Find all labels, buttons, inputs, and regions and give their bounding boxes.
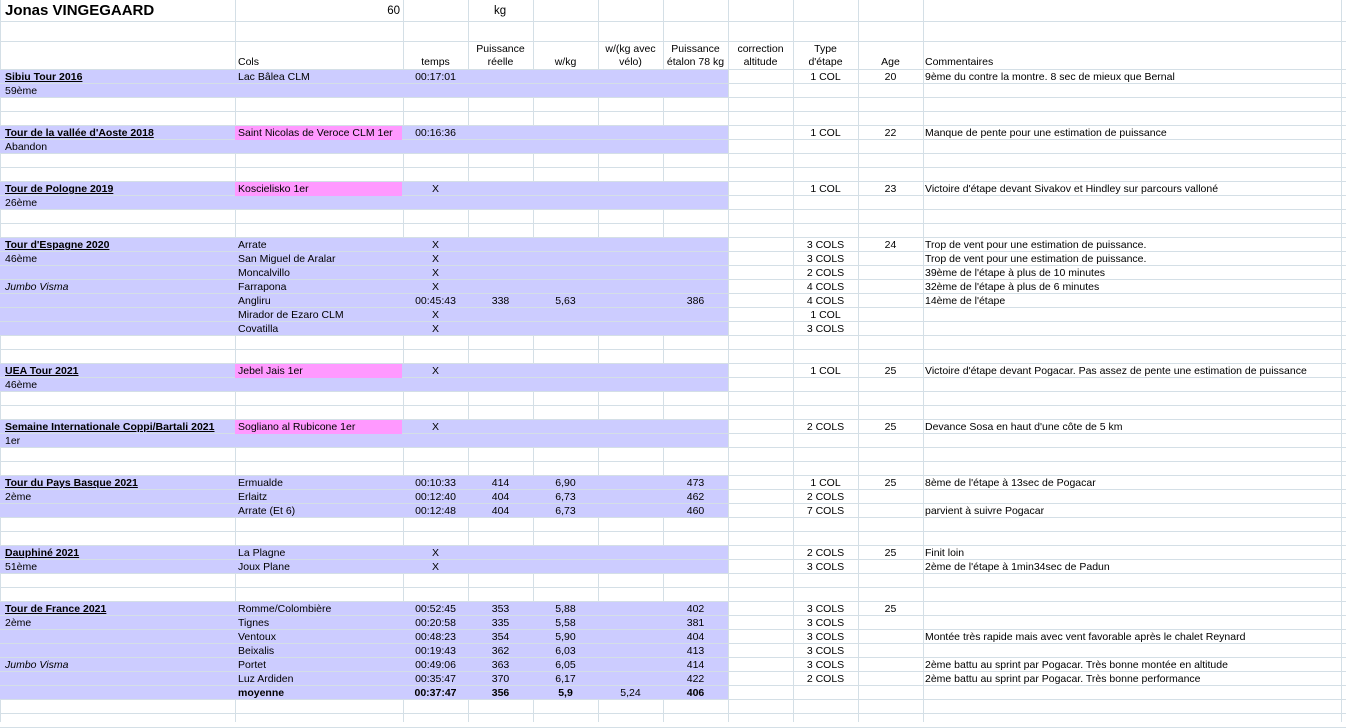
cell-type: 4 COLS xyxy=(806,281,845,293)
cell-type: 2 COLS xyxy=(806,547,845,559)
cell-wkg xyxy=(533,126,598,140)
table-row xyxy=(0,630,1346,644)
cell-comment: Trop de vent pour une estimation de puissance. xyxy=(925,239,1147,251)
empty-row xyxy=(0,98,1346,112)
cell-type: 4 COLS xyxy=(806,295,845,307)
cell-wkg xyxy=(533,322,598,336)
table-row xyxy=(0,672,1346,686)
title-row xyxy=(0,0,1346,22)
cell-wkg xyxy=(533,266,598,280)
race-name: Sibiu Tour 2016 xyxy=(5,71,83,83)
cell-wkgv xyxy=(598,252,663,266)
cell-pr xyxy=(468,308,533,322)
table-row xyxy=(0,238,1346,252)
cell-pe xyxy=(663,70,728,84)
cell-pe: 402 xyxy=(686,603,705,615)
cell-pe xyxy=(663,252,728,266)
cell-pr xyxy=(468,182,533,196)
empty-row xyxy=(0,574,1346,588)
cell-age: 23 xyxy=(884,183,897,195)
cell-type: 3 COLS xyxy=(806,253,845,265)
cell-wkg: 6,73 xyxy=(555,505,576,517)
stage-col: Romme/Colombière xyxy=(238,603,332,615)
cell-pe: 386 xyxy=(686,295,705,307)
race-name: Tour d'Espagne 2020 xyxy=(5,239,110,251)
race-block xyxy=(0,364,1346,392)
cell-wkgv xyxy=(598,476,663,490)
cell-temps: 00:20:58 xyxy=(415,617,456,629)
cell-wkg xyxy=(533,280,598,294)
table-row xyxy=(0,84,1346,98)
cell-comment xyxy=(925,322,1345,336)
table-row xyxy=(0,364,1346,378)
cell-pe: 414 xyxy=(686,659,705,671)
cell-pr: 335 xyxy=(491,617,510,629)
empty-row xyxy=(0,392,1346,406)
cell-type: 1 COL xyxy=(810,183,841,195)
table-row xyxy=(0,294,1346,308)
cell-wkgv: 5,24 xyxy=(620,687,641,699)
cell-pr xyxy=(468,252,533,266)
header-cols: Cols xyxy=(238,56,260,68)
cell-wkg xyxy=(533,182,598,196)
cell-pr xyxy=(468,322,533,336)
race-result: Abandon xyxy=(5,141,48,153)
cell-pr: 362 xyxy=(491,645,510,657)
empty-row xyxy=(0,224,1346,238)
stage-col: Jebel Jais 1er xyxy=(238,365,303,377)
cell-type xyxy=(793,686,858,700)
empty-row xyxy=(0,700,1346,714)
table-row xyxy=(0,560,1346,574)
cell-temps: X xyxy=(431,253,439,265)
cell-wkgv xyxy=(598,322,663,336)
race-result: 2ème xyxy=(5,617,32,629)
cell-temps: X xyxy=(431,183,439,195)
stage-col: Beixalis xyxy=(238,645,275,657)
stage-col: Ermualde xyxy=(238,477,283,489)
cell-pr: 354 xyxy=(491,631,510,643)
stage-col: Erlaitz xyxy=(238,491,268,503)
race-block xyxy=(0,476,1346,518)
weight-unit: kg xyxy=(494,5,507,17)
cell-pe xyxy=(663,546,728,560)
empty-row xyxy=(0,448,1346,462)
table-row xyxy=(0,476,1346,490)
cell-type: 1 COL xyxy=(810,71,841,83)
cell-pr xyxy=(468,364,533,378)
cell-comment: Victoire d'étape devant Sivakov et Hindley sur parcours valloné xyxy=(925,183,1219,195)
cell-wkg xyxy=(533,70,598,84)
cell-pe xyxy=(663,322,728,336)
stage-col: Koscielisko 1er xyxy=(238,183,309,195)
cell-temps: 00:10:33 xyxy=(415,477,456,489)
rider-name: Jonas VINGEGAARD xyxy=(5,2,155,19)
cell-comment: parvient à suivre Pogacar xyxy=(925,505,1045,517)
cell-wkgv xyxy=(598,546,663,560)
cell-pe: 462 xyxy=(686,491,705,503)
cell-wkg: 5,63 xyxy=(555,295,576,307)
cell-wkg: 5,90 xyxy=(555,631,576,643)
cell-pe xyxy=(663,560,728,574)
cell-pr: 356 xyxy=(491,687,510,699)
table-row xyxy=(0,490,1346,504)
cell-type: 1 COL xyxy=(810,365,841,377)
cell-wkg: 6,05 xyxy=(555,659,576,671)
cell-age: 25 xyxy=(884,421,897,433)
cell-comment: 39ème de l'étape à plus de 10 minutes xyxy=(925,267,1106,279)
cell-type: 3 COLS xyxy=(806,603,845,615)
cell-pr: 353 xyxy=(491,603,510,615)
table-row xyxy=(0,434,1346,448)
header-wkg-velo: w/(kg avec vélo) xyxy=(605,43,656,68)
cell-wkgv xyxy=(598,672,663,686)
table-row xyxy=(0,196,1346,210)
race-name: Dauphiné 2021 xyxy=(5,547,80,559)
table-row xyxy=(0,252,1346,266)
cell-wkg xyxy=(533,420,598,434)
cell-age: 25 xyxy=(884,603,897,615)
cell-pr xyxy=(468,560,533,574)
cell-comment: 9ème du contre la montre. 8 sec de mieux que Bernal xyxy=(925,71,1175,83)
cell-wkg xyxy=(533,238,598,252)
table-row xyxy=(0,70,1346,84)
race-block xyxy=(0,182,1346,210)
cell-pr: 363 xyxy=(491,659,510,671)
cell-pe: 404 xyxy=(686,631,705,643)
cell-wkgv xyxy=(598,308,663,322)
cell-comment xyxy=(925,644,1345,658)
cell-temps: X xyxy=(431,309,439,321)
cell-comment: 8ème de l'étape à 13sec de Pogacar xyxy=(925,477,1096,489)
cell-type: 3 COLS xyxy=(806,617,845,629)
cell-pe: 460 xyxy=(686,505,705,517)
cell-pr xyxy=(468,420,533,434)
race-block xyxy=(0,70,1346,98)
cell-wkgv xyxy=(598,280,663,294)
cell-pr: 370 xyxy=(491,673,510,685)
cell-pe xyxy=(663,420,728,434)
cell-temps: 00:49:06 xyxy=(415,659,456,671)
cell-temps: X xyxy=(431,421,439,433)
empty-row xyxy=(0,588,1346,602)
cell-comment: Devance Sosa en haut d'une côte de 5 km xyxy=(925,421,1123,433)
cell-type: 1 COL xyxy=(810,127,841,139)
cell-pe: 473 xyxy=(686,477,705,489)
table-row xyxy=(0,504,1346,518)
race-name: UEA Tour 2021 xyxy=(5,365,79,377)
empty-row xyxy=(0,406,1346,420)
cell-pr: 404 xyxy=(491,505,510,517)
empty-row xyxy=(0,22,1346,42)
weight-value: 60 xyxy=(387,5,400,17)
cell-wkgv xyxy=(598,644,663,658)
header-type-etape: Type d'étape xyxy=(808,43,843,68)
table-row xyxy=(0,182,1346,196)
cell-pr xyxy=(468,70,533,84)
cell-pe: 406 xyxy=(686,687,705,699)
cell-pr: 414 xyxy=(491,477,510,489)
table-row xyxy=(0,616,1346,630)
header-wkg: w/kg xyxy=(554,56,577,68)
cell-type: 3 COLS xyxy=(806,561,845,573)
cell-temps: X xyxy=(431,547,439,559)
cell-wkgv xyxy=(598,616,663,630)
cell-temps: 00:52:45 xyxy=(415,603,456,615)
stage-col: Lac Bâlea CLM xyxy=(238,71,310,83)
cell-wkgv xyxy=(598,560,663,574)
table-row xyxy=(0,126,1346,140)
cell-type: 1 COL xyxy=(810,477,841,489)
cell-wkg xyxy=(533,308,598,322)
stage-col: Tignes xyxy=(238,617,270,629)
cell-pe xyxy=(663,364,728,378)
cell-wkg xyxy=(533,560,598,574)
cell-type: 2 COLS xyxy=(806,267,845,279)
cell-wkgv xyxy=(598,490,663,504)
empty-row xyxy=(0,112,1346,126)
cell-type: 3 COLS xyxy=(806,645,845,657)
stage-col: Portet xyxy=(238,659,267,671)
table-row xyxy=(0,280,1346,294)
table-row xyxy=(0,644,1346,658)
cell-type: 2 COLS xyxy=(806,673,845,685)
cell-wkgv xyxy=(598,420,663,434)
stage-col: Farrapona xyxy=(238,281,287,293)
cell-comment: Manque de pente pour une estimation de puissance xyxy=(925,127,1167,139)
cell-pr: 338 xyxy=(491,295,510,307)
race-block xyxy=(0,420,1346,448)
cell-comment xyxy=(925,616,1345,630)
cell-wkgv xyxy=(598,182,663,196)
cell-comment: Montée très rapide mais avec vent favorable après le chalet Reynard xyxy=(925,631,1246,643)
race-name: Tour de Pologne 2019 xyxy=(5,183,114,195)
cell-wkgv xyxy=(598,658,663,672)
race-result: 59ème xyxy=(5,85,38,97)
cell-wkg: 6,90 xyxy=(555,477,576,489)
table-row xyxy=(0,658,1346,672)
cell-comment: 2ème battu au sprint par Pogacar. Très bonne performance xyxy=(925,673,1201,685)
stage-col: La Plagne xyxy=(238,547,286,559)
cell-comment xyxy=(925,490,1345,504)
cell-temps: 00:17:01 xyxy=(415,71,456,83)
cell-temps: 00:16:36 xyxy=(415,127,456,139)
cell-comment: 14ème de l'étape xyxy=(925,295,1006,307)
cell-comment xyxy=(925,308,1345,322)
race-name: Tour du Pays Basque 2021 xyxy=(5,477,138,489)
stage-col: Angliru xyxy=(238,295,271,307)
race-block xyxy=(0,238,1346,336)
cell-wkg xyxy=(533,546,598,560)
cell-pr: 404 xyxy=(491,491,510,503)
empty-row xyxy=(0,518,1346,532)
cell-wkgv xyxy=(598,630,663,644)
header-commentaires: Commentaires xyxy=(925,56,994,68)
header-temps: temps xyxy=(421,56,450,68)
stage-col: Luz Ardiden xyxy=(238,673,294,685)
table-row xyxy=(0,602,1346,616)
cell-wkg: 6,03 xyxy=(555,645,576,657)
table-row xyxy=(0,686,1346,700)
cell-temps: X xyxy=(431,323,439,335)
cell-temps: X xyxy=(431,281,439,293)
cell-comment: 32ème de l'étape à plus de 6 minutes xyxy=(925,281,1100,293)
stage-col: Ventoux xyxy=(238,631,276,643)
cell-pe: 381 xyxy=(686,617,705,629)
empty-row xyxy=(0,714,1346,728)
race-result: 1er xyxy=(5,435,21,447)
stage-col: Arrate (Et 6) xyxy=(238,505,296,517)
header-puissance-etalon: Puissance étalon 78 kg xyxy=(666,43,725,68)
cell-temps: 00:48:23 xyxy=(415,631,456,643)
cell-comment: 2ème de l'étape à 1min34sec de Padun xyxy=(925,561,1110,573)
race-result: 46ème xyxy=(5,253,38,265)
cell-comment xyxy=(925,602,1345,616)
table-row xyxy=(0,266,1346,280)
cell-wkgv xyxy=(598,238,663,252)
empty-row xyxy=(0,336,1346,350)
cell-comment: Victoire d'étape devant Pogacar. Pas assez de pente une estimation de puissance xyxy=(925,365,1307,377)
table-row xyxy=(0,140,1346,154)
table-row xyxy=(0,420,1346,434)
cell-wkgv xyxy=(598,126,663,140)
empty-row xyxy=(0,154,1346,168)
stage-col: moyenne xyxy=(238,687,285,699)
cell-temps: 00:45:43 xyxy=(415,295,456,307)
cell-age: 25 xyxy=(884,547,897,559)
cell-temps: X xyxy=(431,267,439,279)
stage-col: Sogliano al Rubicone 1er xyxy=(238,421,356,433)
cell-temps: 00:12:48 xyxy=(415,505,456,517)
cell-wkgv xyxy=(598,70,663,84)
cell-pe xyxy=(663,266,728,280)
cell-pe xyxy=(663,182,728,196)
cell-age: 20 xyxy=(884,71,897,83)
table-row xyxy=(0,308,1346,322)
race-result: 2ème xyxy=(5,491,32,503)
cell-pe: 413 xyxy=(686,645,705,657)
stage-col: Moncalvillo xyxy=(238,267,290,279)
cell-type: 3 COLS xyxy=(806,323,845,335)
cell-temps: 00:35:47 xyxy=(415,673,456,685)
stage-col: Saint Nicolas de Veroce CLM 1er xyxy=(238,127,393,139)
table-row xyxy=(0,546,1346,560)
cell-wkg: 5,58 xyxy=(555,617,576,629)
cell-pr xyxy=(468,280,533,294)
stage-col: Mirador de Ezaro CLM xyxy=(238,309,344,321)
race-name: Tour de France 2021 xyxy=(5,603,107,615)
cell-type: 2 COLS xyxy=(806,491,845,503)
cell-comment xyxy=(925,686,1345,700)
race-result: 26ème xyxy=(5,197,38,209)
cell-age: 22 xyxy=(884,127,897,139)
cell-temps: 00:37:47 xyxy=(414,687,457,699)
cell-comment: Finit loin xyxy=(925,547,965,559)
race-name: Semaine Internationale Coppi/Bartali 2021 xyxy=(5,421,215,433)
cell-pr xyxy=(468,126,533,140)
empty-row xyxy=(0,210,1346,224)
cell-temps: X xyxy=(431,365,439,377)
cell-wkg: 6,17 xyxy=(555,673,576,685)
empty-row xyxy=(0,168,1346,182)
cell-wkg: 6,73 xyxy=(555,491,576,503)
cell-pe: 422 xyxy=(686,673,705,685)
cell-wkgv xyxy=(598,602,663,616)
header-age: Age xyxy=(881,56,900,68)
cell-temps: X xyxy=(431,239,439,251)
cell-pr xyxy=(468,238,533,252)
cell-type: 7 COLS xyxy=(806,505,845,517)
cell-age: 25 xyxy=(884,365,897,377)
cell-wkgv xyxy=(598,266,663,280)
stage-col: San Miguel de Aralar xyxy=(238,253,336,265)
cell-wkgv xyxy=(598,294,663,308)
cell-type: 2 COLS xyxy=(806,421,845,433)
race-team: Jumbo Visma xyxy=(5,659,69,671)
race-block xyxy=(0,602,1346,700)
cell-pr xyxy=(468,266,533,280)
cell-age: 24 xyxy=(884,239,897,251)
stage-col: Covatilla xyxy=(238,323,279,335)
cell-type: 3 COLS xyxy=(806,239,845,251)
cell-pe xyxy=(663,308,728,322)
stage-col: Arrate xyxy=(238,239,267,251)
cell-temps: X xyxy=(431,561,439,573)
cell-wkg: 5,88 xyxy=(555,603,576,615)
table-row xyxy=(0,322,1346,336)
empty-row xyxy=(0,462,1346,476)
cell-comment: Trop de vent pour une estimation de puissance. xyxy=(925,253,1147,265)
race-result: 46ème xyxy=(5,379,38,391)
cell-type: 3 COLS xyxy=(806,659,845,671)
table-row xyxy=(0,378,1346,392)
empty-row xyxy=(0,532,1346,546)
cell-pr xyxy=(468,546,533,560)
race-block xyxy=(0,126,1346,154)
race-block xyxy=(0,546,1346,574)
cell-wkg xyxy=(533,364,598,378)
race-team: Jumbo Visma xyxy=(5,281,69,293)
cell-wkgv xyxy=(598,504,663,518)
race-result: 51ème xyxy=(5,561,38,573)
cell-pe xyxy=(663,126,728,140)
cell-pe xyxy=(663,238,728,252)
cell-type: 3 COLS xyxy=(806,631,845,643)
cell-wkgv xyxy=(598,364,663,378)
cell-age: 25 xyxy=(884,477,897,489)
stage-col: Joux Plane xyxy=(238,561,290,573)
cell-wkg: 5,9 xyxy=(558,687,573,699)
cell-temps: 00:12:40 xyxy=(415,491,456,503)
header-row xyxy=(0,42,1346,70)
race-name: Tour de la vallée d'Aoste 2018 xyxy=(5,127,154,139)
header-correction: correction altitude xyxy=(737,43,784,68)
cell-type: 1 COL xyxy=(810,309,841,321)
cell-wkg xyxy=(533,252,598,266)
header-puissance-reelle: Puissance réelle xyxy=(476,43,525,68)
cell-temps: 00:19:43 xyxy=(415,645,456,657)
empty-row xyxy=(0,350,1346,364)
cell-pe xyxy=(663,280,728,294)
cell-comment: 2ème battu au sprint par Pogacar. Très bonne montée en altitude xyxy=(925,659,1228,671)
